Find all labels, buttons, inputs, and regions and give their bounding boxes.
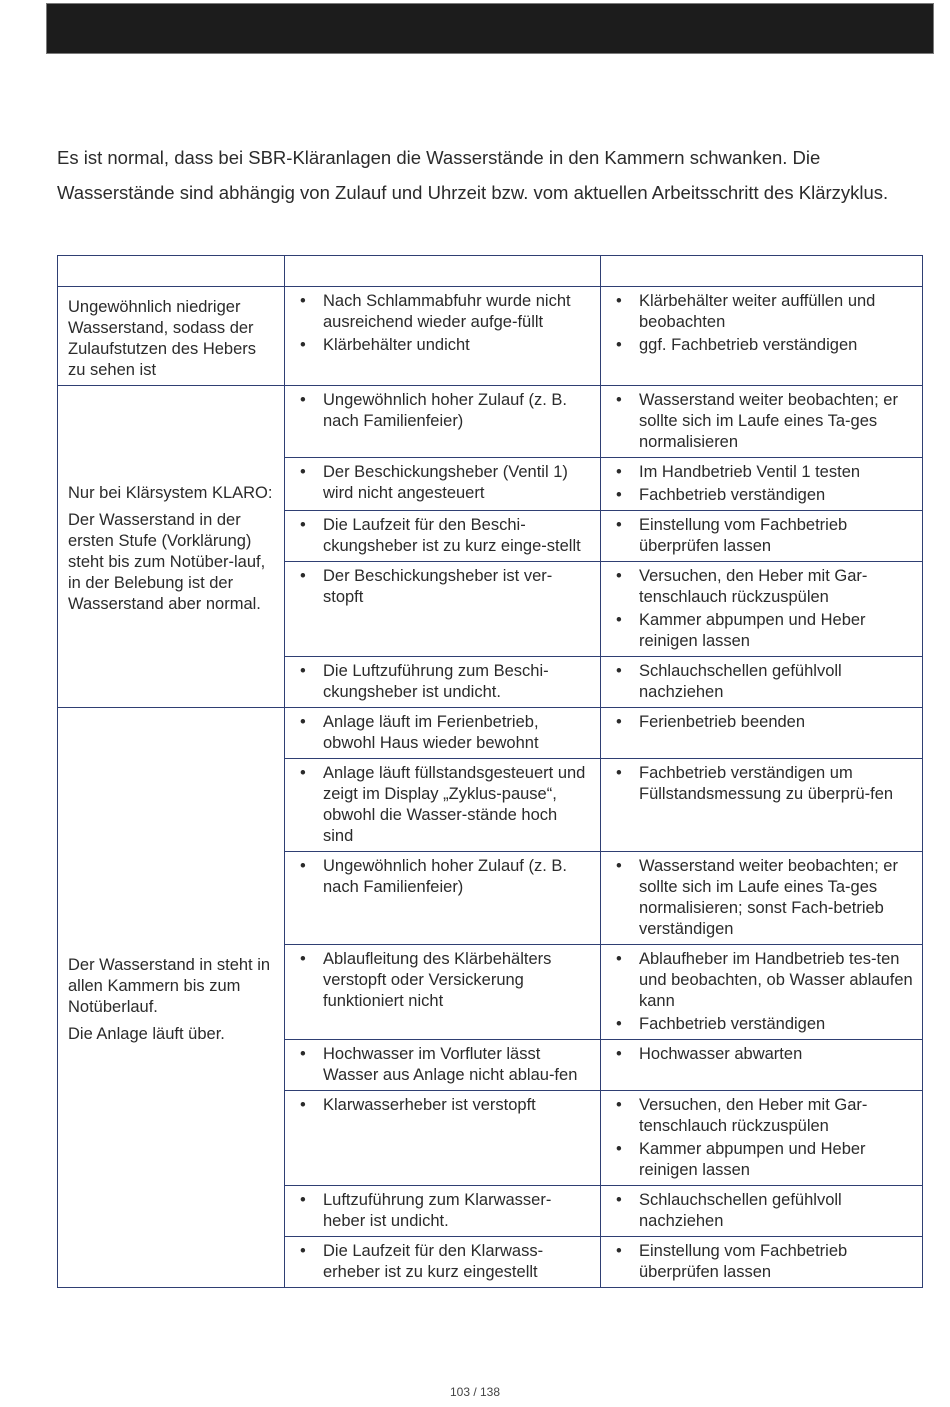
table-header-row (58, 256, 923, 287)
cause-list (285, 562, 600, 612)
cause-item: • Der Beschickungsheber (Ventil 1) wird nicht angesteuert (323, 462, 592, 504)
remedy-item: • Wasserstand weiter beobachten; er sollte sich im Laufe eines Ta-ges normalisieren (639, 390, 914, 453)
cause-cell (285, 708, 601, 759)
cause-cell (285, 562, 601, 657)
cause-cell (285, 511, 601, 562)
cause-list (285, 852, 600, 902)
remedy-list (601, 562, 922, 656)
remedy-list (601, 759, 922, 809)
remedy-cell (601, 386, 923, 458)
remedy-item: • Fachbetrieb verständigen (639, 485, 914, 506)
remedy-item: • Ablaufheber im Handbetrieb tes-ten und beobachten, ob Wasser ablaufen kann (639, 949, 914, 1012)
remedy-item: • Einstellung vom Fachbetrieb überprüfen lassen (639, 1241, 914, 1283)
remedy-cell (601, 852, 923, 945)
remedy-item: • Einstellung vom Fachbetrieb überprüfen lassen (639, 515, 914, 557)
cause-list (285, 511, 600, 561)
remedy-cell (601, 1091, 923, 1186)
cause-list (285, 759, 600, 851)
remedy-item: • Wasserstand weiter beobachten; er sollte sich im Laufe eines Ta-ges normalisieren; sonst Fach-betrieb verständigen (639, 856, 914, 940)
page-number: 103 / 138 (449, 1385, 501, 1399)
header-bar (46, 3, 934, 54)
cause-item: • Anlage läuft füllstandsgesteuert und zeigt im Display „Zyklus-pause“, obwohl die Wasser-stände hoch sind (323, 763, 592, 847)
remedy-item: • Schlauchschellen gefühlvoll nachziehen (639, 1190, 914, 1232)
remedy-cell (601, 1186, 923, 1237)
remedy-item: • Versuchen, den Heber mit Gar-tenschlauch rückzuspülen (639, 566, 914, 608)
remedy-cell (601, 458, 923, 511)
remedy-cell (601, 562, 923, 657)
remedy-cell (601, 287, 923, 386)
cause-item: • Klärbehälter undicht (323, 335, 592, 356)
intro-paragraph: Es ist normal, dass bei SBR-Kläranlagen die Wasserstände in den Kammern schwanken. Die Wasserstände sind abhängig von Zulauf und Uhrzeit bzw. vom aktuellen Arbeitsschritt des Klärzyklus. (57, 147, 889, 203)
symptom-text: Der Wasserstand in der ersten Stufe (Vorklärung) steht bis zum Notüber-lauf, in der Belebung ist der Wasserstand aber normal. (68, 510, 266, 613)
cause-list (285, 1237, 600, 1287)
symptom-cell (58, 386, 285, 708)
cause-item: • Hochwasser im Vorfluter lässt Wasser aus Anlage nicht ablau-fen (323, 1044, 592, 1086)
cause-cell (285, 1186, 601, 1237)
cause-list (285, 386, 600, 436)
cause-list (285, 287, 600, 360)
remedy-cell (601, 759, 923, 852)
remedy-list (601, 657, 922, 707)
remedy-list (601, 511, 922, 561)
remedy-cell (601, 511, 923, 562)
remedy-item: • Fachbetrieb verständigen (639, 1014, 914, 1035)
cause-item: • Klarwasserheber ist verstopft (323, 1095, 592, 1116)
table-row (58, 287, 923, 386)
remedy-list (601, 708, 922, 737)
header-cell-cause (285, 256, 601, 287)
cause-item: • Die Luftzuführung zum Beschi-ckungsheber ist undicht. (323, 661, 592, 703)
remedy-item: • Im Handbetrieb Ventil 1 testen (639, 462, 914, 483)
table-body (58, 287, 923, 1288)
cause-list (285, 1186, 600, 1236)
remedy-list (601, 1091, 922, 1185)
troubleshooting-table (57, 255, 923, 1288)
remedy-cell (601, 657, 923, 708)
remedy-cell (601, 945, 923, 1040)
cause-cell (285, 657, 601, 708)
remedy-item: • Kammer abpumpen und Heber reinigen lassen (639, 610, 914, 652)
cause-item: • Die Laufzeit für den Beschi-ckungsheber ist zu kurz einge-stellt (323, 515, 592, 557)
remedy-item: • Fachbetrieb verständigen um Füllstandsmessung zu überprü-fen (639, 763, 914, 805)
remedy-cell (601, 1040, 923, 1091)
remedy-item: • Klärbehälter weiter auffüllen und beobachten (639, 291, 914, 333)
symptom-text: Die Anlage läuft über. (68, 1024, 225, 1043)
cause-cell (285, 287, 601, 386)
remedy-cell (601, 1237, 923, 1288)
cause-item: • Luftzuführung zum Klarwasser-heber ist undicht. (323, 1190, 592, 1232)
header-cell-remedy (601, 256, 923, 287)
remedy-item: • Ferienbetrieb beenden (639, 712, 914, 733)
cause-list (285, 945, 600, 1016)
cause-list (285, 708, 600, 758)
cause-cell (285, 458, 601, 511)
cause-cell (285, 386, 601, 458)
cause-cell (285, 1040, 601, 1091)
symptom-cell (58, 287, 285, 386)
remedy-item: • Hochwasser abwarten (639, 1044, 914, 1065)
cause-item: • Ungewöhnlich hoher Zulauf (z. B. nach Familienfeier) (323, 390, 592, 432)
cause-list (285, 657, 600, 707)
symptom-text: Der Wasserstand in steht in allen Kammern bis zum Notüberlauf. (68, 955, 271, 1016)
remedy-item: • Schlauchschellen gefühlvoll nachziehen (639, 661, 914, 703)
cause-cell (285, 1091, 601, 1186)
cause-list (285, 1091, 600, 1120)
remedy-list (601, 852, 922, 944)
remedy-list (601, 1237, 922, 1287)
cause-item: • Ablaufleitung des Klärbehälters verstopft oder Versickerung funktioniert nicht (323, 949, 592, 1012)
remedy-cell (601, 708, 923, 759)
symptom-text: Ungewöhnlich niedriger Wasserstand, sodass der Zulaufstutzen des Hebers zu sehen ist (68, 298, 257, 379)
remedy-list (601, 287, 922, 360)
cause-item: • Der Beschickungsheber ist ver-stopft (323, 566, 592, 608)
cause-item: • Anlage läuft im Ferienbetrieb, obwohl Haus wieder bewohnt (323, 712, 592, 754)
cause-item: • Die Laufzeit für den Klarwass-erheber ist zu kurz eingestellt (323, 1241, 592, 1283)
table-row (58, 386, 923, 458)
remedy-list (601, 386, 922, 457)
cause-cell (285, 759, 601, 852)
remedy-list (601, 945, 922, 1039)
header-cell-symptom (58, 256, 285, 287)
table-row (58, 708, 923, 759)
symptom-text: Nur bei Klärsystem KLARO: (68, 483, 273, 502)
cause-cell (285, 1237, 601, 1288)
remedy-item: • Kammer abpumpen und Heber reinigen lassen (639, 1139, 914, 1181)
remedy-list (601, 1040, 922, 1069)
remedy-item: • Versuchen, den Heber mit Gar-tenschlauch rückzuspülen (639, 1095, 914, 1137)
remedy-item: • ggf. Fachbetrieb verständigen (639, 335, 914, 356)
cause-list (285, 458, 600, 508)
symptom-cell (58, 708, 285, 1288)
remedy-list (601, 1186, 922, 1236)
cause-cell (285, 852, 601, 945)
cause-item: • Ungewöhnlich hoher Zulauf (z. B. nach Familienfeier) (323, 856, 592, 898)
cause-cell (285, 945, 601, 1040)
remedy-list (601, 458, 922, 510)
cause-item: • Nach Schlammabfuhr wurde nicht ausreichend wieder aufge-füllt (323, 291, 592, 333)
cause-list (285, 1040, 600, 1090)
